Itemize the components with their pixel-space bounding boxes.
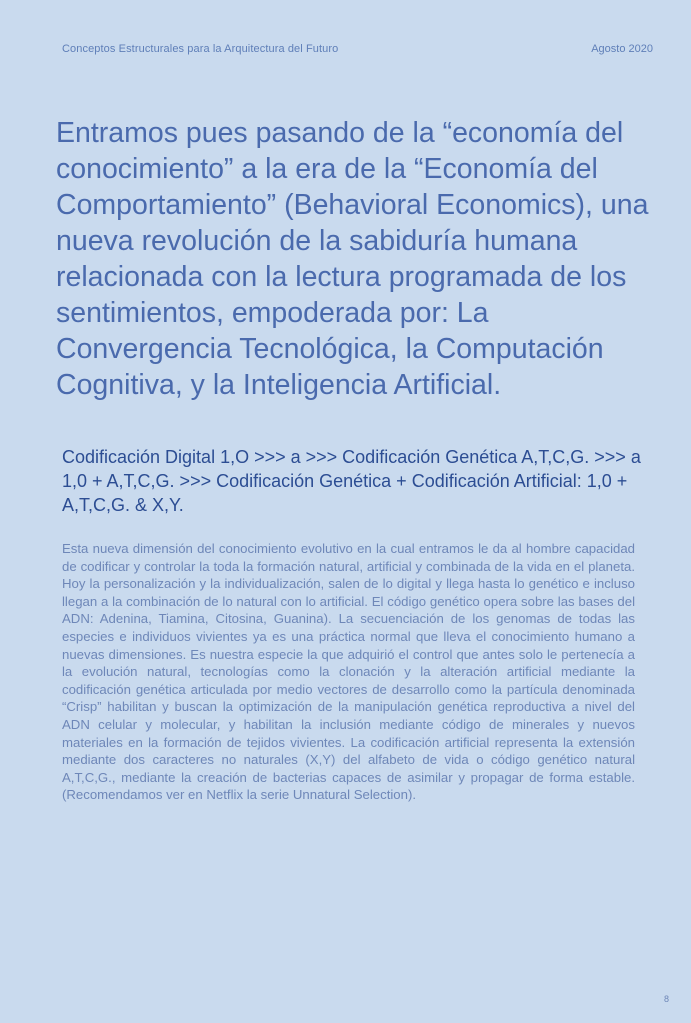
intro-heading: Entramos pues pasando de la “economía del conocimiento” a la era de la “Economía del Comportamiento” (Behavioral Economics), una nueva revolución de la sabiduría humana relacionada con la lectura programada de los sentimientos, empoderada por: La Convergencia Tecnológica, la Computación Cognitiva, y la Inteligencia Artificial. [56, 117, 649, 401]
section-subtitle: Codificación Digital 1,O >>> a >>> Codificación Genética A,T,C,G. >>> a 1,0 + A,T,C,G. >>> Codificación Genética + Codificación Artificial: 1,0 + A,T,C,G. & X,Y. [62, 447, 641, 515]
page-number: 8 [663, 994, 669, 1004]
body-paragraph: Esta nueva dimensión del conocimiento evolutivo en la cual entramos le da al hombre capacidad de codificar y controlar la toda la formación natural, artificial y combinada de la vida en el planeta. Hoy la personalización y la individualización, salen de lo digital y llega hasta lo genético e incluso llegan a la combinación de lo natural con lo artificial. El código genético opera sobre las bases del ADN: Adenina, Tiamina, Citosina, Guanina). La secuenciación de los genomas de todas las especies e individuos vivientes ya es una práctica normal que lleva el conocimiento humano a nuevas dimensiones. Es nuestra especie la que adquirió el control que antes solo le pertenecía a la evolución natural, tecnologías como la clonación y la alteración artificial mediante la codificación genética articulada por medio vectores de desarrollo como la partícula denominada “Crisp” habilitan y buscan la optimización de la manipulación genética reproductiva a nivel del ADN celular y molecular, y habilitan la inclusión mediante código de minerales y nuevos materiales en la formación de tejidos vivientes. La codificación artificial representa la extensión mediante dos caracteres no naturales (X,Y) del alfabeto de vida o código genético natural A,T,C,G., mediante la creación de bacterias capaces de asimilar y propagar de forma estable. (Recomendamos ver en Netflix la serie Unnatural Selection). [62, 541, 635, 803]
document-date: Agosto 2020 [591, 43, 653, 55]
document-title: Conceptos Estructurales para la Arquitectura del Futuro [62, 43, 339, 55]
